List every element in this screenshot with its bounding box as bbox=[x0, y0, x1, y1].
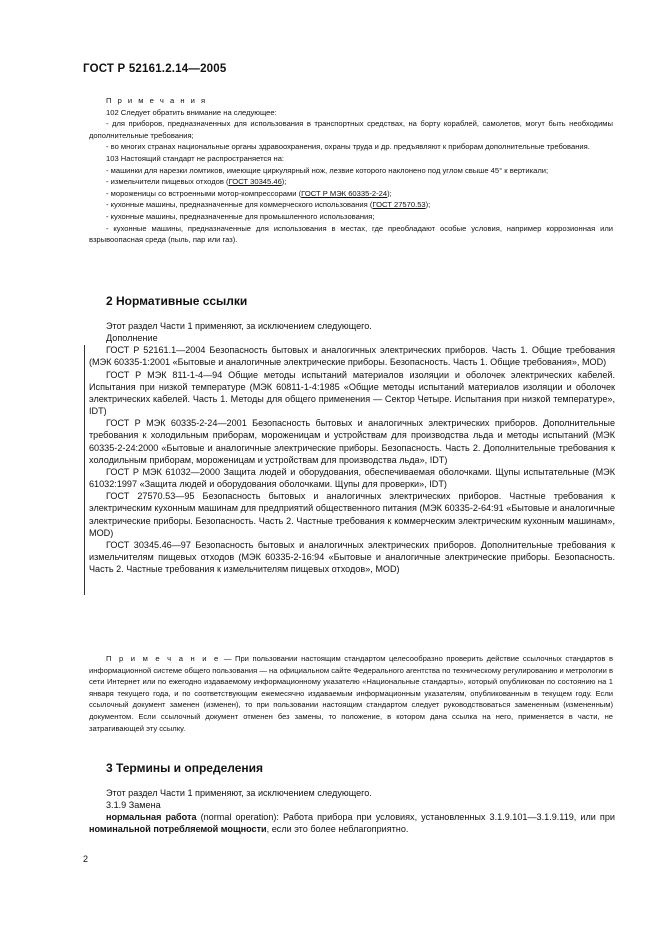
reference-item: ГОСТ Р МЭК 60335-2-24—2001 Безопасность бытовых и аналогичных электрических приборов. Дополнительные требования к холодильным приборам, мороженицам и устройствам для производства льда и методы испытаний (МЭК 60335-2-24:2000 «Бытовые и аналогичные электрические приборы. Безопасность. Часть 2. Дополнительные требования к холодильным приборам, мороженицам и устройствам для производства льда», IDT) bbox=[89, 418, 615, 465]
reference-item: ГОСТ 30345.46—97 Безопасность бытовых и аналогичных электрических приборов. Дополнительные требования к измельчителям пищевых отходов (МЭК 60335-2-16:94 «Бытовые и аналогичные электрические приборы. Безопасность. Часть 2. Частные требования к измельчителям пищевых отходов», MOD) bbox=[89, 539, 615, 575]
change-bar bbox=[84, 345, 85, 595]
section-3-body bbox=[89, 787, 615, 836]
notes-label: П р и м е ч а н и я bbox=[106, 96, 208, 105]
note-102-a: - для приборов, предназначенных для использования в транспортных средствах, на борту кораблей, самолетов, могут быть необходимы дополнительные требования; bbox=[89, 119, 613, 140]
term-normal-operation: нормальная работа bbox=[106, 812, 197, 823]
reference-item: ГОСТ Р МЭК 811-1-4—94 Общие методы испытаний материалов изоляции и оболочек электрических кабелей. Испытания при низкой температуре (МЭК 60811-1-4:1985 «Общие методы испытаний материалов изоляции и оболочек электрических кабелей. Часть 1. Методы для общего применения — Сектор Четыре. Испытания при низкой температуре», IDT) bbox=[89, 369, 615, 417]
notes-top bbox=[89, 95, 613, 246]
link-gost-27570-53[interactable]: ГОСТ 27570.53 bbox=[372, 200, 426, 210]
section-2-note bbox=[89, 653, 613, 734]
term-rated-power: номинальной потребляемой мощности bbox=[89, 824, 267, 835]
note-102-b: - во многих странах национальные органы здравоохранения, охраны труда и др. предъявляют к приборам дополнительные требования. bbox=[106, 142, 590, 152]
link-gost-r-iec-60335-2-24[interactable]: ГОСТ Р МЭК 60335-2-24 bbox=[301, 188, 388, 198]
section-3-intro: Этот раздел Части 1 применяют, за исключением следующего. bbox=[106, 788, 372, 798]
page-number: 2 bbox=[83, 854, 89, 864]
section-2-intro: Этот раздел Части 1 применяют, за исключением следующего. bbox=[106, 321, 372, 331]
note-103-f: - кухонные машины, предназначенные для использования в местах, где преобладают особые условия, например коррозионная или взрывоопасная среда (пыль, пар или газ). bbox=[89, 223, 613, 245]
reference-item: ГОСТ 27570.53—95 Безопасность бытовых и аналогичных электрических приборов. Частные требования к электрическим кухонным машинам для предприятий общественного питания (МЭК 60335-2-64:91 «Бытовые и аналогичные электрические приборы. Безопасность. Часть 2. Частные требования к коммерческим электрическим кухонным машинам», MOD) bbox=[89, 491, 615, 538]
section-2-title: 2 Нормативные ссылки bbox=[106, 294, 248, 308]
note-103-e: - кухонные машины, предназначенные для промышленного использования; bbox=[106, 211, 375, 221]
note-text: — При пользовании настоящим стандартом целесообразно проверить действие ссылочных стандартов в информационной системе общего пользования — на официальном сайте Федерального агентства по техническому регулированию и метрологии в сети Интернет или по ежегодно издаваемому информационному указателю «Национальные стандарты», который опубликован по состоянию на 1 января текущего года, и по соответствующим ежемесячно издаваемым информационным указателям, опубликованным в текущем году. Если ссылочный документ заменен (изменен), то при пользовании настоящим стандартом следует руководствоваться замененным (измененным) документом. Если ссылочный документ отменен без замены, то положение, в котором дана ссылка на него, применяется в части, не затрагивающей эту ссылку. bbox=[89, 654, 613, 733]
note-103-b: - измельчители пищевых отходов (ГОСТ 30345.46); bbox=[106, 177, 287, 187]
note-103: 103 Настоящий стандарт не распространяется на: bbox=[106, 153, 285, 163]
note-label: П р и м е ч а н и е bbox=[106, 654, 221, 663]
section-2-body bbox=[89, 320, 615, 575]
note-103-a: - машинки для нарезки ломтиков, имеющие циркулярный нож, лезвие которого наклонено под углом свыше 45° к вертикали; bbox=[106, 165, 549, 175]
note-102: 102 Следует обратить внимание на следующее: bbox=[106, 107, 277, 117]
definition-normal-operation: нормальная работа (normal operation): Работа прибора при условиях, установленных 3.1.9.101—3.1.9.119, или при номинальной потребляемой мощности, если это более неблагоприятно. bbox=[89, 812, 615, 835]
reference-item: ГОСТ Р 52161.1—2004 Безопасность бытовых и аналогичных электрических приборов. Часть 1. Общие требования (МЭК 60335-1:2001 «Бытовые и аналогичные электрические приборы. Безопасность. Часть 1. Общие требования», MOD) bbox=[89, 345, 615, 368]
reference-item: ГОСТ Р МЭК 61032—2000 Защита людей и оборудования, обеспечиваемая оболочками. Щупы испытательные (МЭК 61032:1997 «Защита людей и оборудования оболочками. Щупы для проверки», IDT) bbox=[89, 466, 615, 490]
clause-3-1-9: 3.1.9 Замена bbox=[106, 800, 161, 811]
link-gost-30345-46[interactable]: ГОСТ 30345.46 bbox=[228, 177, 282, 187]
section-3-title: 3 Термины и определения bbox=[106, 761, 264, 775]
document-header: ГОСТ Р 52161.2.14—2005 bbox=[83, 63, 227, 75]
note-103-d: - кухонные машины, предназначенные для коммерческого использования (ГОСТ 27570.53); bbox=[106, 200, 431, 210]
note-103-c: - мороженицы со встроенными мотор-компрессорами (ГОСТ Р МЭК 60335-2-24); bbox=[106, 188, 392, 198]
section-2-addition: Дополнение bbox=[106, 333, 158, 344]
